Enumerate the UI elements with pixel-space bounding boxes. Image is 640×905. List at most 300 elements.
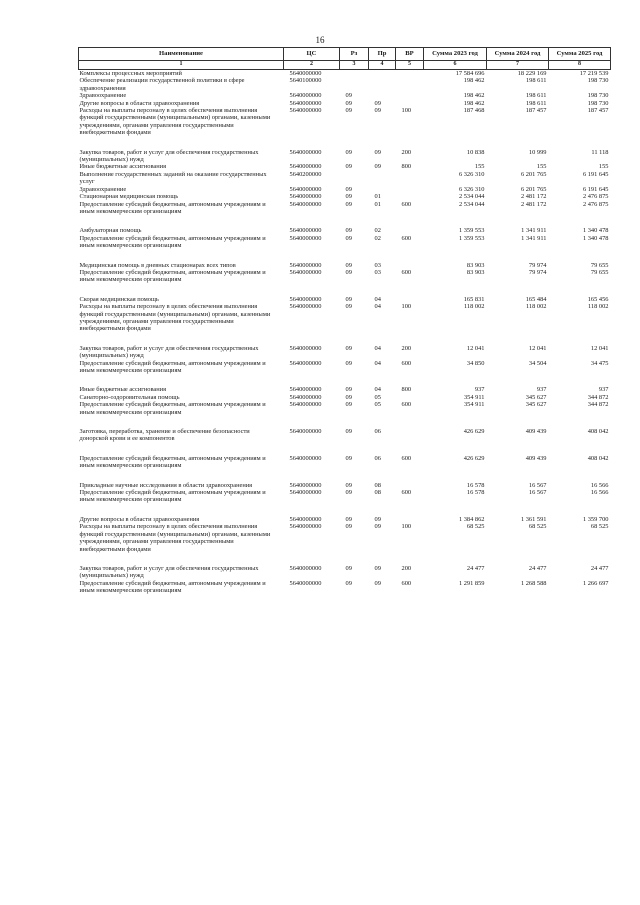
row-pr-cell bbox=[369, 70, 396, 78]
row-cs-cell: 5640000000 bbox=[289, 523, 322, 531]
row-spacer bbox=[79, 137, 611, 149]
table-row bbox=[79, 186, 611, 193]
table-row bbox=[79, 386, 611, 393]
row-rz-cell: 09 bbox=[345, 107, 352, 115]
row-sum-2025-cell: 155 bbox=[598, 163, 609, 171]
row-spacer bbox=[79, 553, 611, 565]
row-sum-2023-cell: 187 468 bbox=[463, 107, 485, 115]
row-cs-cell: 5640000000 bbox=[289, 401, 322, 409]
row-spacer bbox=[79, 333, 611, 345]
row-pr-cell: 04 bbox=[374, 359, 381, 367]
row-rz-cell: 09 bbox=[345, 268, 352, 276]
row-rz-cell: 09 bbox=[345, 386, 352, 394]
row-pr-cell: 09 bbox=[374, 564, 381, 572]
table-row bbox=[79, 163, 611, 170]
row-sum-2024-cell: 2 481 172 bbox=[520, 193, 547, 201]
table-header-row bbox=[79, 48, 611, 61]
table-row bbox=[79, 92, 611, 99]
row-sum-2024-cell: 1 361 591 bbox=[520, 515, 547, 523]
row-rz-cell bbox=[340, 171, 369, 186]
row-pr-cell: 09 bbox=[374, 515, 381, 523]
row-vr-cell: 100 bbox=[401, 107, 412, 115]
row-rz-cell: 09 bbox=[345, 428, 352, 436]
row-cs-cell: 5640200000 bbox=[289, 170, 322, 178]
spacer-cell bbox=[79, 553, 611, 565]
row-sum-2023-cell: 354 911 bbox=[463, 401, 485, 409]
row-sum-2025-cell: 198 730 bbox=[587, 92, 609, 100]
row-pr-cell: 09 bbox=[374, 163, 381, 171]
row-rz-cell: 09 bbox=[345, 454, 352, 462]
row-vr-cell: 800 bbox=[401, 163, 412, 171]
row-name-cell: Здравоохранение bbox=[79, 92, 127, 100]
row-sum-2024-cell: 16 567 bbox=[528, 489, 547, 497]
row-name-cell: Закупка товаров, работ и услуг для обеспечения государственных (муниципальных) нужд bbox=[79, 564, 259, 580]
row-sum-2024-cell: 1 268 588 bbox=[520, 579, 547, 587]
row-rz-cell: 09 bbox=[345, 148, 352, 156]
table-row bbox=[79, 77, 611, 92]
table-body bbox=[79, 70, 611, 595]
budget-table bbox=[78, 47, 611, 595]
table-row bbox=[79, 107, 611, 137]
row-sum-2023-cell: 1 359 553 bbox=[458, 227, 485, 235]
row-sum-2024-cell: 165 484 bbox=[525, 295, 547, 303]
row-name-cell: Закупка товаров, работ и услуг для обеспечения государственных (муниципальных) нужд bbox=[79, 148, 259, 164]
row-sum-2023-cell: 1 359 553 bbox=[458, 234, 485, 242]
table-row bbox=[79, 171, 611, 186]
row-spacer bbox=[79, 374, 611, 386]
row-vr-cell: 200 bbox=[401, 564, 412, 572]
table-row bbox=[79, 149, 611, 164]
row-sum-2024-cell: 6 201 765 bbox=[520, 185, 547, 193]
row-sum-2025-cell: 1 340 478 bbox=[582, 227, 609, 235]
row-pr-cell: 01 bbox=[374, 193, 381, 201]
row-sum-2025-cell: 198 730 bbox=[587, 77, 609, 85]
row-pr-cell: 09 bbox=[374, 99, 381, 107]
row-sum-2024-cell: 409 439 bbox=[525, 428, 547, 436]
row-name-cell: Закупка товаров, работ и услуг для обеспечения государственных (муниципальных) нужд bbox=[79, 344, 259, 360]
row-rz-cell: 09 bbox=[345, 523, 352, 531]
row-pr-cell: 03 bbox=[374, 268, 381, 276]
header-pr: Пр bbox=[369, 48, 396, 61]
row-cs-cell: 5640000000 bbox=[289, 579, 322, 587]
row-pr-cell: 03 bbox=[374, 261, 381, 269]
page-number: 16 bbox=[315, 35, 325, 45]
row-sum-2025-cell: 937 bbox=[598, 386, 609, 394]
column-number: 1 bbox=[79, 61, 284, 70]
row-rz-cell: 09 bbox=[345, 481, 352, 489]
table-row bbox=[79, 516, 611, 523]
row-name-cell: Предоставление субсидий бюджетным, автономным учреждениям и иным некоммерческим организациям bbox=[79, 359, 266, 374]
row-vr-cell bbox=[396, 100, 424, 107]
row-cs-cell: 5640000000 bbox=[289, 227, 322, 235]
row-rz-cell: 09 bbox=[345, 200, 352, 208]
row-rz-cell bbox=[340, 70, 369, 78]
row-cs-cell: 5640000000 bbox=[289, 148, 322, 156]
row-sum-2024-cell: 187 457 bbox=[525, 107, 547, 115]
column-number: 8 bbox=[549, 61, 611, 70]
row-spacer bbox=[79, 443, 611, 455]
row-vr-cell bbox=[396, 296, 424, 303]
row-sum-2024-cell: 68 525 bbox=[528, 523, 547, 531]
row-sum-2025-cell: 17 219 539 bbox=[579, 70, 609, 77]
row-sum-2023-cell: 24 477 bbox=[466, 564, 485, 572]
row-sum-2023-cell: 6 326 310 bbox=[458, 185, 485, 193]
row-cs-cell: 5640000000 bbox=[289, 428, 322, 436]
row-spacer bbox=[79, 250, 611, 262]
table-row bbox=[79, 580, 611, 595]
row-name-cell: Заготовка, переработка, хранение и обеспечение безопасности донорской крови и ее компонентов bbox=[79, 428, 250, 443]
table-row bbox=[79, 565, 611, 580]
header-name: Наименование bbox=[79, 48, 284, 61]
row-sum-2024-cell: 155 bbox=[536, 163, 547, 171]
row-vr-cell: 100 bbox=[401, 523, 412, 531]
row-vr-cell: 600 bbox=[401, 579, 412, 587]
row-cs-cell: 5640000000 bbox=[289, 481, 322, 489]
row-cs-cell: 5640100000 bbox=[289, 77, 322, 85]
column-number: 7 bbox=[487, 61, 549, 70]
row-pr-cell: 09 bbox=[374, 523, 381, 531]
row-sum-2024-cell: 10 999 bbox=[528, 148, 547, 156]
row-vr-cell bbox=[396, 482, 424, 489]
row-rz-cell: 09 bbox=[345, 261, 352, 269]
row-vr-cell: 600 bbox=[401, 401, 412, 409]
row-sum-2025-cell: 344 872 bbox=[587, 401, 609, 409]
row-sum-2025-cell: 6 191 645 bbox=[582, 170, 609, 178]
row-sum-2024-cell: 198 611 bbox=[525, 92, 547, 100]
row-cs-cell: 5640000000 bbox=[289, 344, 322, 352]
row-rz-cell: 09 bbox=[345, 234, 352, 242]
row-sum-2025-cell: 16 566 bbox=[590, 481, 609, 489]
row-rz-cell: 09 bbox=[345, 99, 352, 107]
row-name-cell: Прикладные научные исследования в области здравоохранения bbox=[79, 481, 253, 489]
row-name-cell: Обеспечение реализации государственной политики в сфере здравоохранения bbox=[79, 77, 245, 92]
row-cs-cell: 5640000000 bbox=[289, 454, 322, 462]
row-sum-2023-cell: 155 bbox=[474, 163, 485, 171]
row-sum-2023-cell: 83 903 bbox=[466, 268, 485, 276]
column-number: 6 bbox=[424, 61, 487, 70]
row-sum-2023-cell: 1 291 859 bbox=[458, 579, 485, 587]
row-rz-cell: 09 bbox=[345, 344, 352, 352]
spacer-cell bbox=[79, 504, 611, 516]
row-spacer bbox=[79, 215, 611, 227]
row-sum-2025-cell: 344 872 bbox=[587, 393, 609, 401]
spacer-cell bbox=[79, 250, 611, 262]
row-name-cell: Амбулаторная помощь bbox=[79, 227, 142, 235]
table-row bbox=[79, 269, 611, 284]
column-number: 2 bbox=[284, 61, 340, 70]
row-sum-2025-cell: 118 002 bbox=[587, 303, 609, 311]
row-sum-2025-cell: 11 118 bbox=[591, 148, 609, 156]
spacer-cell bbox=[79, 443, 611, 455]
row-vr-cell bbox=[396, 92, 424, 99]
row-sum-2023-cell: 198 462 bbox=[463, 92, 485, 100]
row-sum-2024-cell: 198 611 bbox=[525, 77, 547, 85]
header-rz: Рз bbox=[340, 48, 369, 61]
header-sum-2025: Сумма 2025 год bbox=[549, 48, 611, 61]
row-pr-cell: 05 bbox=[374, 393, 381, 401]
table-row bbox=[79, 523, 611, 553]
row-pr-cell: 08 bbox=[374, 481, 381, 489]
row-rz-cell: 09 bbox=[345, 579, 352, 587]
row-vr-cell: 600 bbox=[401, 234, 412, 242]
row-sum-2025-cell: 16 566 bbox=[590, 489, 609, 497]
row-pr-cell: 05 bbox=[374, 401, 381, 409]
row-cs-cell: 5640000000 bbox=[289, 234, 322, 242]
row-rz-cell: 09 bbox=[345, 185, 352, 193]
row-sum-2024-cell: 345 627 bbox=[525, 393, 547, 401]
row-vr-cell: 100 bbox=[401, 303, 412, 311]
row-sum-2023-cell: 2 534 044 bbox=[458, 193, 485, 201]
row-rz-cell: 09 bbox=[345, 401, 352, 409]
row-sum-2025-cell: 2 476 875 bbox=[582, 200, 609, 208]
row-sum-2024-cell: 24 477 bbox=[528, 564, 547, 572]
row-sum-2024-cell: 118 002 bbox=[525, 303, 547, 311]
row-sum-2024-cell: 34 504 bbox=[528, 359, 547, 367]
row-sum-2024-cell: 1 341 911 bbox=[521, 227, 547, 235]
row-rz-cell: 09 bbox=[345, 227, 352, 235]
table-row bbox=[79, 227, 611, 234]
row-rz-cell: 09 bbox=[345, 193, 352, 201]
row-sum-2025-cell: 1 340 478 bbox=[582, 234, 609, 242]
row-name-cell: Предоставление субсидий бюджетным, автономным учреждениям и иным некоммерческим организациям bbox=[79, 401, 266, 416]
spacer-cell bbox=[79, 470, 611, 482]
row-vr-cell bbox=[396, 394, 424, 401]
row-vr-cell: 600 bbox=[401, 454, 412, 462]
row-vr-cell: 600 bbox=[401, 489, 412, 497]
row-pr-cell: 09 bbox=[374, 107, 381, 115]
header-vr: ВР bbox=[396, 48, 424, 61]
row-sum-2023-cell: 16 578 bbox=[466, 489, 485, 497]
table-row bbox=[79, 303, 611, 333]
row-sum-2024-cell: 409 439 bbox=[525, 454, 547, 462]
row-sum-2024-cell: 1 341 911 bbox=[521, 234, 547, 242]
row-cs-cell: 5640000000 bbox=[289, 200, 322, 208]
row-pr-cell: 06 bbox=[374, 454, 381, 462]
row-pr-cell bbox=[369, 186, 396, 193]
column-number: 4 bbox=[369, 61, 396, 70]
row-spacer bbox=[79, 504, 611, 516]
column-number-row bbox=[79, 61, 611, 70]
row-cs-cell: 5640000000 bbox=[289, 359, 322, 367]
row-name-cell: Предоставление субсидий бюджетным, автономным учреждениям и иным некоммерческим организациям bbox=[79, 454, 266, 470]
row-rz-cell: 09 bbox=[345, 295, 352, 303]
row-name-cell: Другие вопросы в области здравоохранения bbox=[79, 99, 200, 107]
row-cs-cell: 5640000000 bbox=[289, 261, 322, 269]
spacer-cell bbox=[79, 374, 611, 386]
row-pr-cell: 01 bbox=[374, 200, 381, 208]
row-pr-cell: 02 bbox=[374, 234, 381, 242]
row-pr-cell bbox=[369, 171, 396, 186]
row-sum-2024-cell: 2 481 172 bbox=[520, 200, 547, 208]
row-sum-2025-cell: 187 457 bbox=[587, 107, 609, 115]
row-pr-cell: 04 bbox=[374, 344, 381, 352]
row-sum-2024-cell: 18 229 169 bbox=[517, 70, 547, 77]
table-row bbox=[79, 345, 611, 360]
header-cs: ЦС bbox=[284, 48, 340, 61]
row-vr-cell: 600 bbox=[401, 268, 412, 276]
row-cs-cell: 5640000000 bbox=[289, 295, 322, 303]
row-pr-cell bbox=[369, 92, 396, 99]
row-rz-cell: 09 bbox=[345, 489, 352, 497]
row-sum-2023-cell: 118 002 bbox=[463, 303, 485, 311]
row-sum-2024-cell: 12 041 bbox=[528, 344, 547, 352]
row-name-cell: Здравоохранение bbox=[79, 185, 127, 193]
row-sum-2023-cell: 165 831 bbox=[463, 295, 485, 303]
header-sum-2024: Сумма 2024 год bbox=[487, 48, 549, 61]
row-sum-2023-cell: 10 838 bbox=[466, 148, 485, 156]
row-sum-2023-cell: 354 911 bbox=[463, 393, 485, 401]
row-name-cell: Расходы на выплаты персоналу в целях обеспечения выполнения функций государственными (муниципальными) органами, казенными учреждениями, органами управления государственными внебюджетными фондами bbox=[79, 523, 271, 553]
row-cs-cell: 5640000000 bbox=[289, 185, 322, 193]
row-name-cell: Медицинская помощь в дневных стационарах всех типов bbox=[79, 261, 236, 269]
row-name-cell: Предоставление субсидий бюджетным, автономным учреждениям и иным некоммерческим организациям bbox=[79, 489, 266, 504]
table-row bbox=[79, 489, 611, 504]
row-cs-cell: 5640000000 bbox=[289, 393, 322, 401]
table-row bbox=[79, 235, 611, 250]
row-vr-cell bbox=[396, 171, 424, 186]
row-name-cell: Другие вопросы в области здравоохранения bbox=[79, 515, 200, 523]
row-vr-cell bbox=[396, 428, 424, 443]
row-sum-2023-cell: 83 903 bbox=[466, 261, 485, 269]
row-sum-2023-cell: 2 534 044 bbox=[458, 200, 485, 208]
row-cs-cell: 5640000000 bbox=[289, 92, 322, 100]
row-pr-cell: 09 bbox=[374, 579, 381, 587]
row-pr-cell bbox=[369, 77, 396, 92]
row-sum-2024-cell: 16 567 bbox=[528, 481, 547, 489]
row-name-cell: Комплексы процессных мероприятий bbox=[79, 70, 182, 77]
row-sum-2025-cell: 198 730 bbox=[587, 99, 609, 107]
row-sum-2023-cell: 937 bbox=[474, 386, 485, 394]
row-name-cell: Выполнение государственных заданий на оказание государственных услуг bbox=[79, 170, 267, 186]
table-row bbox=[79, 455, 611, 470]
row-name-cell: Предоставление субсидий бюджетным, автономным учреждениям и иным некоммерческим организациям bbox=[79, 268, 266, 284]
row-vr-cell: 600 bbox=[401, 359, 412, 367]
table-row bbox=[79, 262, 611, 269]
row-vr-cell: 200 bbox=[401, 344, 412, 352]
spacer-cell bbox=[79, 137, 611, 149]
row-rz-cell: 09 bbox=[345, 564, 352, 572]
table-row bbox=[79, 360, 611, 375]
row-sum-2023-cell: 198 462 bbox=[463, 77, 485, 85]
row-pr-cell: 02 bbox=[374, 227, 381, 235]
row-cs-cell: 5640000000 bbox=[289, 564, 322, 572]
row-sum-2023-cell: 12 041 bbox=[466, 344, 485, 352]
row-sum-2024-cell: 198 611 bbox=[525, 99, 547, 107]
row-vr-cell bbox=[396, 193, 424, 200]
row-pr-cell: 04 bbox=[374, 295, 381, 303]
row-rz-cell bbox=[340, 77, 369, 92]
row-cs-cell: 5640000000 bbox=[289, 489, 322, 497]
row-sum-2025-cell: 34 475 bbox=[590, 359, 609, 367]
row-sum-2025-cell: 79 655 bbox=[590, 261, 609, 269]
row-pr-cell: 04 bbox=[374, 303, 381, 311]
table-row bbox=[79, 394, 611, 401]
row-name-cell: Предоставление субсидий бюджетным, автономным учреждениям и иным некоммерческим организациям bbox=[79, 234, 266, 250]
row-sum-2024-cell: 79 974 bbox=[528, 261, 547, 269]
row-cs-cell: 5640000000 bbox=[289, 70, 322, 77]
row-sum-2023-cell: 198 462 bbox=[463, 99, 485, 107]
table-row bbox=[79, 482, 611, 489]
row-sum-2025-cell: 2 476 875 bbox=[582, 193, 609, 201]
table-row bbox=[79, 401, 611, 416]
row-pr-cell: 06 bbox=[374, 428, 381, 436]
spacer-cell bbox=[79, 215, 611, 227]
row-name-cell: Иные бюджетные ассигнования bbox=[79, 386, 167, 394]
row-sum-2023-cell: 426 629 bbox=[463, 454, 485, 462]
row-pr-cell: 04 bbox=[374, 386, 381, 394]
row-cs-cell: 5640000000 bbox=[289, 107, 322, 115]
spacer-cell bbox=[79, 416, 611, 428]
row-cs-cell: 5640000000 bbox=[289, 386, 322, 394]
row-sum-2025-cell: 68 525 bbox=[590, 523, 609, 531]
row-sum-2023-cell: 426 629 bbox=[463, 428, 485, 436]
row-name-cell: Иные бюджетные ассигнования bbox=[79, 163, 167, 171]
row-sum-2024-cell: 79 974 bbox=[528, 268, 547, 276]
row-sum-2025-cell: 408 042 bbox=[587, 454, 609, 462]
row-vr-cell bbox=[396, 186, 424, 193]
row-spacer bbox=[79, 470, 611, 482]
row-name-cell: Скорая медицинская помощь bbox=[79, 295, 159, 303]
table-row bbox=[79, 70, 611, 78]
budget-table-container bbox=[78, 47, 610, 595]
row-vr-cell: 600 bbox=[401, 200, 412, 208]
row-vr-cell bbox=[396, 227, 424, 234]
row-cs-cell: 5640000000 bbox=[289, 193, 322, 201]
row-sum-2025-cell: 165 456 bbox=[587, 295, 609, 303]
row-sum-2023-cell: 1 384 862 bbox=[458, 515, 485, 523]
row-rz-cell: 09 bbox=[345, 515, 352, 523]
row-cs-cell: 5640000000 bbox=[289, 99, 322, 107]
row-cs-cell: 5640000000 bbox=[289, 303, 322, 311]
table-row bbox=[79, 201, 611, 216]
row-sum-2023-cell: 6 326 310 bbox=[458, 170, 485, 178]
row-sum-2025-cell: 1 359 700 bbox=[582, 515, 609, 523]
row-sum-2025-cell: 1 266 697 bbox=[582, 579, 609, 587]
row-rz-cell: 09 bbox=[345, 163, 352, 171]
column-number: 3 bbox=[340, 61, 369, 70]
row-vr-cell bbox=[396, 516, 424, 523]
row-rz-cell: 09 bbox=[345, 303, 352, 311]
row-cs-cell: 5640000000 bbox=[289, 515, 322, 523]
row-rz-cell: 09 bbox=[345, 393, 352, 401]
row-vr-cell: 200 bbox=[401, 148, 412, 156]
row-spacer bbox=[79, 416, 611, 428]
column-number: 5 bbox=[396, 61, 424, 70]
row-sum-2025-cell: 79 655 bbox=[590, 268, 609, 276]
row-vr-cell: 800 bbox=[401, 386, 412, 394]
spacer-cell bbox=[79, 333, 611, 345]
row-name-cell: Расходы на выплаты персоналу в целях обеспечения выполнения функций государственными (муниципальными) органами, казенными учреждениями, органами управления государственными внебюджетными фондами bbox=[79, 107, 271, 137]
row-name-cell: Стационарная медицинская помощь bbox=[79, 193, 179, 201]
row-sum-2024-cell: 345 627 bbox=[525, 401, 547, 409]
row-sum-2023-cell: 34 850 bbox=[466, 359, 485, 367]
table-row bbox=[79, 428, 611, 443]
row-name-cell: Предоставление субсидий бюджетным, автономным учреждениям и иным некоммерческим организациям bbox=[79, 200, 266, 215]
row-name-cell: Санаторно-оздоровительная помощь bbox=[79, 393, 180, 401]
row-sum-2023-cell: 16 578 bbox=[466, 481, 485, 489]
row-sum-2024-cell: 6 201 765 bbox=[520, 170, 547, 178]
row-sum-2025-cell: 6 191 645 bbox=[582, 185, 609, 193]
row-vr-cell bbox=[396, 77, 424, 92]
row-rz-cell: 09 bbox=[345, 92, 352, 100]
row-sum-2025-cell: 12 041 bbox=[590, 344, 609, 352]
header-sum-2023: Сумма 2023 год bbox=[424, 48, 487, 61]
row-pr-cell: 08 bbox=[374, 489, 381, 497]
row-sum-2023-cell: 17 584 696 bbox=[455, 70, 485, 77]
row-rz-cell: 09 bbox=[345, 359, 352, 367]
row-sum-2025-cell: 408 042 bbox=[587, 428, 609, 436]
row-cs-cell: 5640000000 bbox=[289, 163, 322, 171]
